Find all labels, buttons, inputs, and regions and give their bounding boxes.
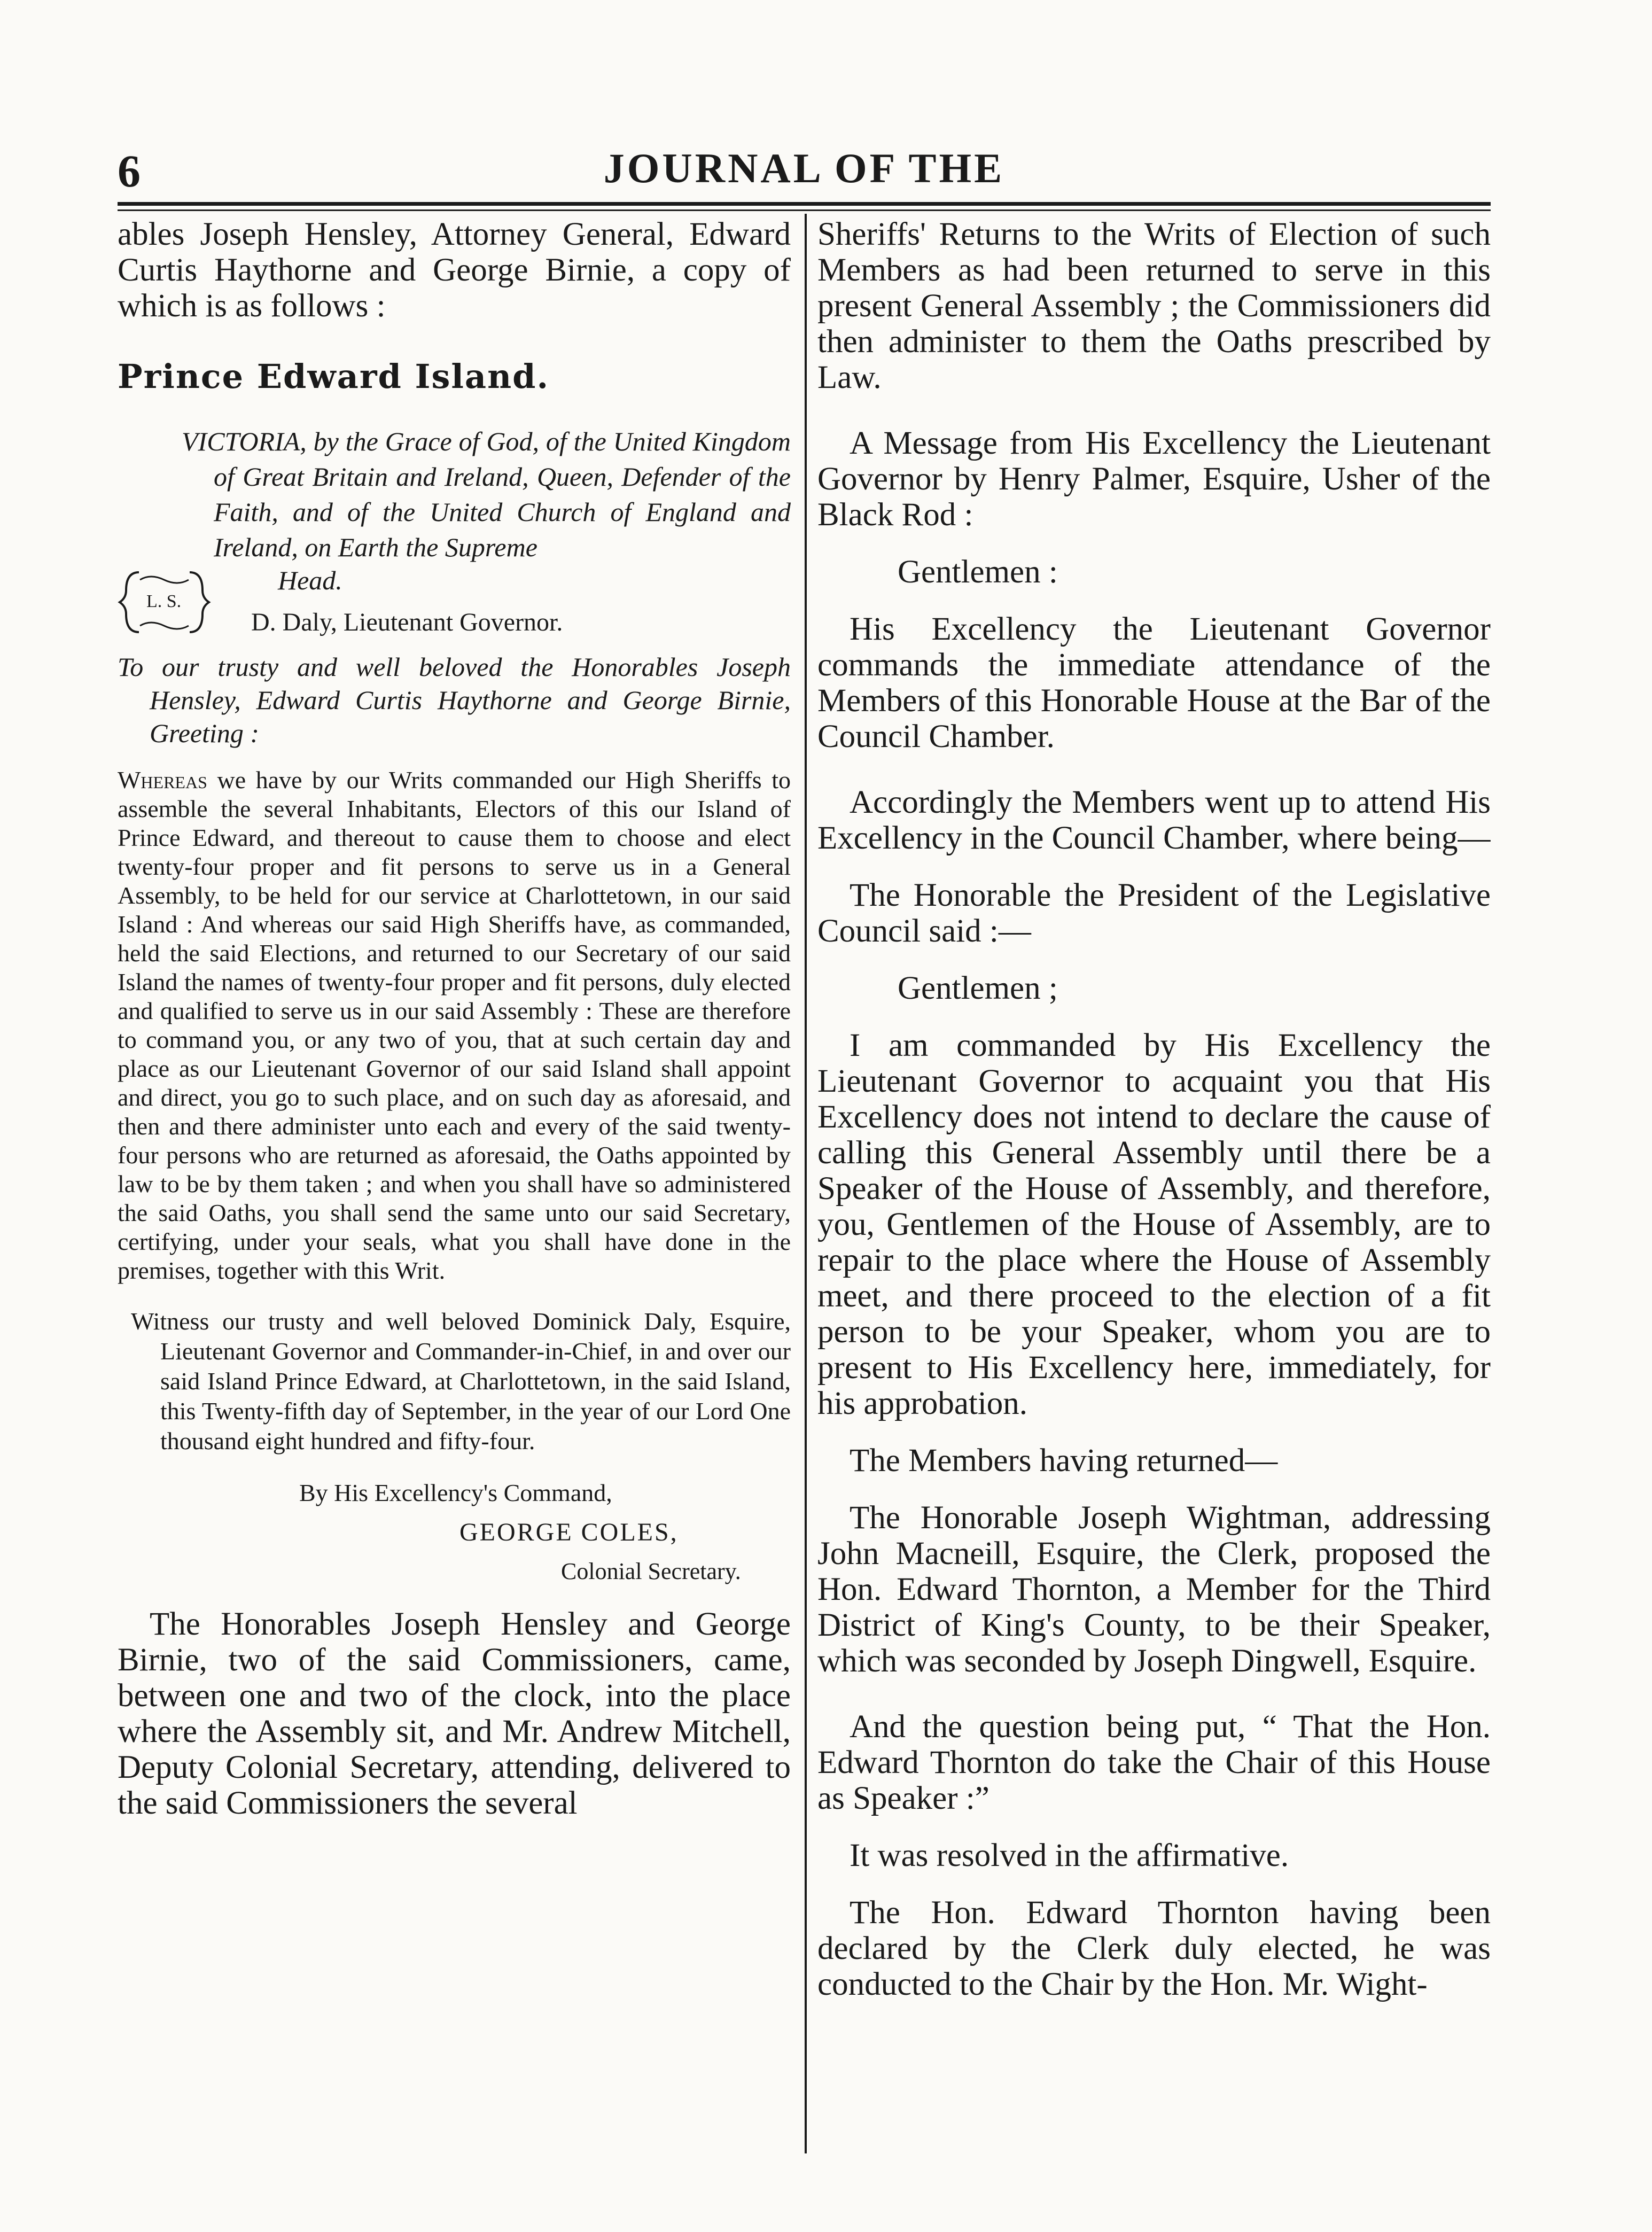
paragraph-thornton-elected: The Hon. Edward Thornton having been declared by the Clerk duly elected, he was conducted to the Chair by the Hon. Mr. Wight- <box>817 1895 1491 2002</box>
governor-signature: D. Daly, Lieutenant Governor. <box>251 608 563 636</box>
greeting-gentlemen-1: Gentlemen : <box>898 554 1058 590</box>
proclamation-intro: VICTORIA, by the Grace of God, of the United Kingdom of Great Britain and Ireland, Queen, Defender of the Faith, and of the United Church of England and Ireland, on Earth the Supreme <box>182 426 791 562</box>
paragraph-sheriffs-returns: Sheriffs' Returns to the Writs of Election of such Members as had been returned to serve in this present General Assembly ; the Commissioners did then administer to them the Oaths prescribed by Law. <box>817 216 1491 395</box>
page-number: 6 <box>118 145 141 197</box>
writ-text: we have by our Writs commanded our High Sheriffs to assemble the several Inhabitants, Electors of this our Island of Prince Edward, and thereout to cause them to choose and elect twenty-four proper and fit persons to serve us in a General Assembly, to be held for our service at Charlottetown, in our said Island : And whereas our said High Sheriffs have, as commanded, held the said Elections, and returned to our Secretary of our said Island the names of twenty-four proper and fit persons, duly elected and qualified to serve us in our said Assembly : These are therefore to command you, or any two of you, that at such certain day and place as our Lieutenant Governor of our said Island shall appoint and direct, you go to such place, and on such day as aforesaid, and then and there administer unto each and every of the said twenty-four persons who are returned as aforesaid, the Oaths appointed by law to be by them taken ; and when you shall have so administered the said Oaths, you shall send the same unto our said Secretary, certifying, under your seals, what you shall have done in the premises, together with this Writ. <box>118 766 791 1284</box>
paragraph-question: And the question being put, “ That the Hon. Edward Thornton do take the Chair of this House as Speaker :” <box>817 1709 1491 1816</box>
proclamation-end: Head. <box>278 565 342 595</box>
seal-row <box>118 565 791 645</box>
paragraph-members-returned: The Members having returned— <box>850 1443 1278 1479</box>
paragraph-accordingly: Accordingly the Members went up to attend His Excellency in the Council Chamber, where being— <box>817 784 1491 856</box>
column-divider <box>805 214 807 2153</box>
intro-paragraph: ables Joseph Hensley, Attorney General, Edward Curtis Haythorne and George Birnie, a copy of which is as follows : <box>118 216 791 324</box>
paragraph-commanded: I am commanded by His Excellency the Lieutenant Governor to acquaint you that His Excellency does not intend to declare the cause of calling this General Assembly until there be a Speaker of the House of Assembly, and therefore, you, Gentlemen of the House of Assembly, are to repair to the place where the House of Assembly meet, and there proceed to the election of a fit person to be your Speaker, whom you are to present to His Excellency here, immediately, for his approbation. <box>817 1028 1491 1421</box>
by-command: By His Excellency's Command, <box>299 1479 612 1506</box>
closing-paragraph: The Honorables Joseph Hensley and George Birnie, two of the said Commissioners, came, between one and two of the clock, into the place where the Assembly sit, and Mr. Andrew Mitchell, Deputy Colonial Secretary, attending, delivered to the said Commissioners the several <box>118 1606 791 1821</box>
signer-title: Colonial Secretary. <box>561 1558 741 1584</box>
writ-address: To our trusty and well beloved the Honorables Joseph Hensley, Edward Curtis Haythorne and George Birnie, Greeting : <box>118 652 791 748</box>
greeting-gentlemen-2: Gentlemen ; <box>898 970 1058 1006</box>
writ-body <box>118 766 791 1285</box>
right-column <box>817 216 1491 2002</box>
header-rule-thin <box>118 209 1491 211</box>
header-rule-thick <box>118 202 1491 206</box>
seal-label: L. S. <box>146 592 182 611</box>
signer-name: GEORGE COLES, <box>459 1518 679 1546</box>
paragraph-wightman: The Honorable Joseph Wightman, addressing John Macneill, Esquire, the Clerk, proposed the Hon. Edward Thornton, a Member for the Third District of King's County, to be their Speaker, which was seconded by Joseph Dingwell, Esquire. <box>817 1500 1491 1679</box>
paragraph-president: The Honorable the President of the Legislative Council said :— <box>817 877 1491 949</box>
left-column <box>118 216 791 1821</box>
paragraph-attendance: His Excellency the Lieutenant Governor commands the immediate attendance of the Members of this Honorable House at the Bar of the Council Chamber. <box>817 611 1491 755</box>
writ-first-word: Whereas <box>118 766 207 794</box>
page-header <box>118 144 1491 203</box>
place-heading: Prince Edward Island. <box>118 357 550 396</box>
paragraph-resolved: It was resolved in the affirmative. <box>850 1838 1289 1873</box>
witness-clause: Witness our trusty and well beloved Dominick Daly, Esquire, Lieutenant Governor and Commander-in-Chief, in and over our said Island Prince Edward, at Charlottetown, in the said Island, this Twenty-fifth day of September, in the year of our Lord One thousand eight hundred and fifty-four. <box>131 1308 791 1455</box>
paragraph-message: A Message from His Excellency the Lieutenant Governor by Henry Palmer, Esquire, Usher of the Black Rod : <box>817 425 1491 533</box>
running-title: JOURNAL OF THE <box>603 145 1005 191</box>
